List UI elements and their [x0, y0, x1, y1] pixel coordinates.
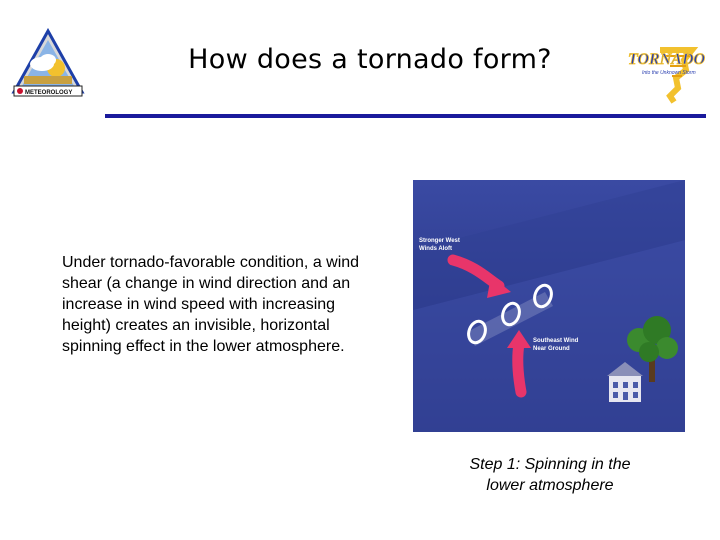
- wind-shear-illustration: [413, 180, 685, 432]
- label-upper-line1: Stronger West: [419, 238, 460, 244]
- label-upper-line2: Winds Aloft: [419, 246, 453, 252]
- logo-left-label: METEOROLOGY: [25, 90, 73, 96]
- figure-caption: [430, 454, 670, 496]
- label-lower-line2: Near Ground: [533, 346, 570, 352]
- slide-title: How does a tornado form?: [188, 44, 552, 75]
- meteorology-logo: [10, 28, 86, 98]
- caption-line-1: Step 1: Spinning in the: [469, 456, 631, 473]
- title-divider: [105, 114, 706, 118]
- label-lower-line1: Southeast Wind: [533, 338, 579, 344]
- body-paragraph: Under tornado-favorable condition, a wind shear (a change in wind direction and an increase in wind speed with increasing height) creates an invisible, horizontal spinning effect in the lower atmosphere.: [62, 254, 360, 355]
- caption-line-2: lower atmosphere: [486, 477, 614, 494]
- logo-right-wordmark: TORNADO: [628, 51, 706, 68]
- tornado-logo: [620, 36, 712, 104]
- logo-right-tagline: Into the Unknown Storm: [642, 70, 696, 76]
